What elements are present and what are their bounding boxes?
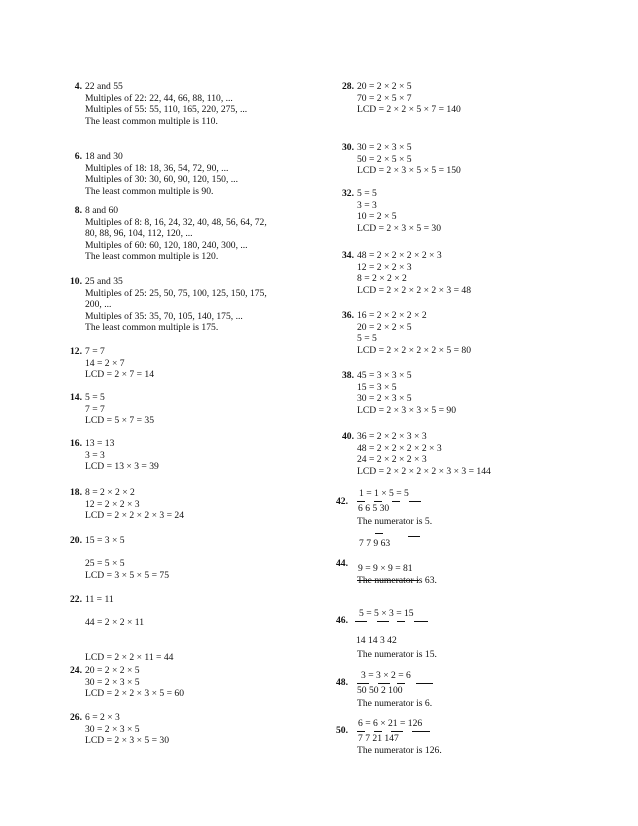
text-line: 11 = 11 <box>85 594 114 605</box>
text-line: 6 = 2 × 3 <box>85 712 120 723</box>
problem-number: 14. <box>70 392 82 403</box>
text-line: The least common multiple is 110. <box>85 115 218 127</box>
blank-line <box>85 547 169 559</box>
problem-number: 42. <box>336 496 348 507</box>
fraction-bar <box>409 501 421 502</box>
text-line: 22 and 55 <box>85 81 123 92</box>
fraction-bar <box>375 533 383 534</box>
text-line: LCD = 5 × 7 = 35 <box>85 415 154 427</box>
fraction-denominators: 6 6 5 30 <box>358 503 390 514</box>
text-line: 80, 88, 96, 104, 112, 120, ... <box>85 228 193 240</box>
text-line: LCD = 2 × 3 × 3 × 5 = 90 <box>357 404 457 416</box>
fraction-bar <box>374 501 382 502</box>
text-line: 3 = 3 <box>85 449 105 461</box>
text-line: LCD = 2 × 2 × 2 × 3 = 24 <box>85 510 185 522</box>
problem-number: 10. <box>70 276 82 287</box>
blank-line <box>85 629 173 641</box>
problem-22 <box>70 594 174 664</box>
problem-8 <box>74 205 267 263</box>
problem-28 <box>342 81 461 116</box>
text-line: 30 = 2 × 3 × 5 <box>357 393 412 405</box>
text-line: Multiples of 30: 30, 60, 90, 120, 150, ... <box>85 174 238 186</box>
problem-16 <box>70 438 159 473</box>
problem-number: 38. <box>342 370 354 381</box>
blank-line <box>85 640 173 652</box>
problem-30 <box>342 142 461 177</box>
text-line: 3 = 3 <box>357 199 377 211</box>
text-line: The least common multiple is 90. <box>85 185 214 197</box>
text-line: 30 = 2 × 3 × 5 <box>85 676 140 688</box>
fraction-bar <box>357 683 369 684</box>
text-line: 30 = 2 × 3 × 5 <box>85 723 140 735</box>
text-line: 14 = 2 × 7 <box>85 357 125 369</box>
result-text: The numerator is 5. <box>357 516 433 527</box>
fraction-bar <box>397 683 405 684</box>
text-line: LCD = 2 × 2 × 11 = 44 <box>85 651 174 663</box>
fraction-denominators: 9 = 9 × 9 = 81 <box>358 563 413 574</box>
text-line: 25 = 5 × 5 <box>85 558 125 570</box>
text-line: The least common multiple is 120. <box>85 251 219 263</box>
fraction-bar <box>414 621 428 622</box>
fraction-denominators: 14 14 3 42 <box>356 635 397 646</box>
problem-number: 30. <box>342 142 354 153</box>
problem-number: 50. <box>336 725 348 736</box>
text-line: 36 = 2 × 2 × 3 × 3 <box>357 431 427 442</box>
problem-number: 8. <box>74 205 82 216</box>
text-line: 5 = 5 <box>85 392 105 403</box>
text-line: 5 = 5 <box>357 333 377 345</box>
problem-12 <box>70 346 154 381</box>
fraction-bar <box>391 731 403 732</box>
text-line: 7 = 7 <box>85 346 105 357</box>
fraction-bar <box>408 536 420 537</box>
text-line: LCD = 3 × 5 × 5 = 75 <box>85 569 170 581</box>
problem-4 <box>74 81 248 127</box>
fraction-bar <box>416 683 433 684</box>
text-line: 12 = 2 × 2 × 3 <box>357 261 412 273</box>
text-line: 8 = 2 × 2 × 2 <box>357 273 407 285</box>
text-line: LCD = 2 × 2 × 2 × 2 × 5 = 80 <box>357 344 472 356</box>
problem-18 <box>70 487 185 522</box>
result-text: The numerator is 126. <box>357 745 442 756</box>
text-line: 15 = 3 × 5 <box>357 381 397 393</box>
problem-number: 24. <box>70 665 82 676</box>
text-line: 15 = 3 × 5 <box>85 535 125 546</box>
text-line: 13 = 13 <box>85 438 115 449</box>
text-line: 30 = 2 × 3 × 5 <box>357 142 412 153</box>
problem-number: 16. <box>70 438 82 449</box>
fraction-numerators: 3 = 3 × 2 = 6 <box>361 670 411 681</box>
fraction-bar <box>355 621 367 622</box>
problem-number: 46. <box>336 615 348 626</box>
text-line: 48 = 2 × 2 × 2 × 2 × 3 <box>357 442 442 454</box>
fraction-bar <box>397 621 405 622</box>
problem-14 <box>70 392 154 427</box>
fraction-bar <box>392 501 400 502</box>
blank-line <box>85 606 173 618</box>
problem-32 <box>342 188 442 234</box>
problem-6 <box>74 151 238 197</box>
problem-number: 6. <box>74 151 82 162</box>
text-line: LCD = 2 × 3 × 5 = 30 <box>85 735 170 747</box>
text-line: Multiples of 22: 22, 44, 66, 88, 110, ... <box>85 92 233 104</box>
problem-number: 34. <box>342 250 354 261</box>
text-line: LCD = 2 × 2 × 3 × 5 = 60 <box>85 688 185 700</box>
text-line: Multiples of 25: 25, 50, 75, 100, 125, 150, 175, <box>85 287 267 299</box>
text-line: Multiples of 60: 60, 120, 180, 240, 300, ... <box>85 239 248 251</box>
fraction-numerators: 1 = 1 × 5 = 5 <box>359 488 409 499</box>
text-line: LCD = 2 × 2 × 2 × 2 × 3 × 3 = 144 <box>357 465 491 477</box>
problem-number: 36. <box>342 310 354 321</box>
problem-number: 4. <box>74 81 82 92</box>
problem-number: 40. <box>342 431 354 442</box>
text-line: 45 = 3 × 3 × 5 <box>357 370 412 381</box>
fraction-bar <box>412 731 430 732</box>
text-line: 16 = 2 × 2 × 2 × 2 <box>357 310 427 321</box>
text-line: 8 and 60 <box>85 205 119 216</box>
text-line: 24 = 2 × 2 × 2 × 3 <box>357 454 427 466</box>
text-line: Multiples of 18: 18, 36, 54, 72, 90, ... <box>85 162 229 174</box>
fraction-bar <box>374 731 382 732</box>
text-line: 44 = 2 × 2 × 11 <box>85 617 145 629</box>
fraction-bar <box>357 501 365 502</box>
fraction-denominators: 7 7 21 147 <box>358 733 399 744</box>
problem-number: 32. <box>342 188 354 199</box>
text-line: 200, ... <box>85 299 112 311</box>
text-line: 20 = 2 × 2 × 5 <box>357 81 412 92</box>
fraction-bar <box>378 683 390 684</box>
text-line: 8 = 2 × 2 × 2 <box>85 487 135 498</box>
problem-26 <box>70 712 170 747</box>
fraction-numerators: 5 = 5 × 3 = 15 <box>359 608 414 619</box>
result-text: The numerator is 63. <box>357 575 437 586</box>
problem-number: 18. <box>70 487 82 498</box>
text-line: LCD = 2 × 3 × 5 × 5 = 150 <box>357 165 461 177</box>
text-line: 10 = 2 × 5 <box>357 211 397 223</box>
problem-number: 20. <box>70 535 82 546</box>
text-line: LCD = 2 × 2 × 2 × 2 × 3 = 48 <box>357 284 472 296</box>
text-line: 20 = 2 × 2 × 5 <box>357 321 412 333</box>
problem-number: 12. <box>70 346 82 357</box>
text-line: LCD = 2 × 3 × 5 = 30 <box>357 222 442 234</box>
problem-20 <box>70 535 170 581</box>
text-line: 70 = 2 × 5 × 7 <box>357 92 412 104</box>
problem-number: 44. <box>336 558 348 569</box>
problem-number: 48. <box>336 677 348 688</box>
fraction-numerators: 7 7 9 63 <box>359 538 391 549</box>
text-line: Multiples of 8: 8, 16, 24, 32, 40, 48, 56, 64, 72, <box>85 216 267 228</box>
result-text: The numerator is 15. <box>357 649 437 660</box>
fraction-bar <box>357 731 365 732</box>
problem-10 <box>70 276 267 334</box>
problem-number: 28. <box>342 81 354 92</box>
text-line: 12 = 2 × 2 × 3 <box>85 498 140 510</box>
text-line: 50 = 2 × 5 × 5 <box>357 153 412 165</box>
problem-40 <box>342 431 491 477</box>
fraction-numerators: 6 = 6 × 21 = 126 <box>358 718 423 729</box>
text-line: Multiples of 35: 35, 70, 105, 140, 175, ... <box>85 310 243 322</box>
problem-38 <box>342 370 457 416</box>
problem-number: 22. <box>70 594 82 605</box>
fraction-denominators: 50 50 2 100 <box>357 685 403 696</box>
problem-34 <box>342 250 472 296</box>
text-line: 5 = 5 <box>357 188 377 199</box>
result-text: The numerator is 6. <box>357 698 433 709</box>
text-line: LCD = 13 × 3 = 39 <box>85 461 159 473</box>
text-line: Multiples of 55: 55, 110, 165, 220, 275, ... <box>85 104 248 116</box>
problem-24 <box>70 665 185 700</box>
text-line: 20 = 2 × 2 × 5 <box>85 665 140 676</box>
text-line: 7 = 7 <box>85 403 105 415</box>
text-line: LCD = 2 × 2 × 5 × 7 = 140 <box>357 104 461 116</box>
text-line: 48 = 2 × 2 × 2 × 2 × 3 <box>357 250 442 261</box>
fraction-bar <box>377 621 389 622</box>
problem-number: 26. <box>70 712 82 723</box>
text-line: 18 and 30 <box>85 151 123 162</box>
text-line: 25 and 35 <box>85 276 123 287</box>
problem-36 <box>342 310 472 356</box>
text-line: LCD = 2 × 7 = 14 <box>85 369 154 381</box>
text-line: The least common multiple is 175. <box>85 322 219 334</box>
